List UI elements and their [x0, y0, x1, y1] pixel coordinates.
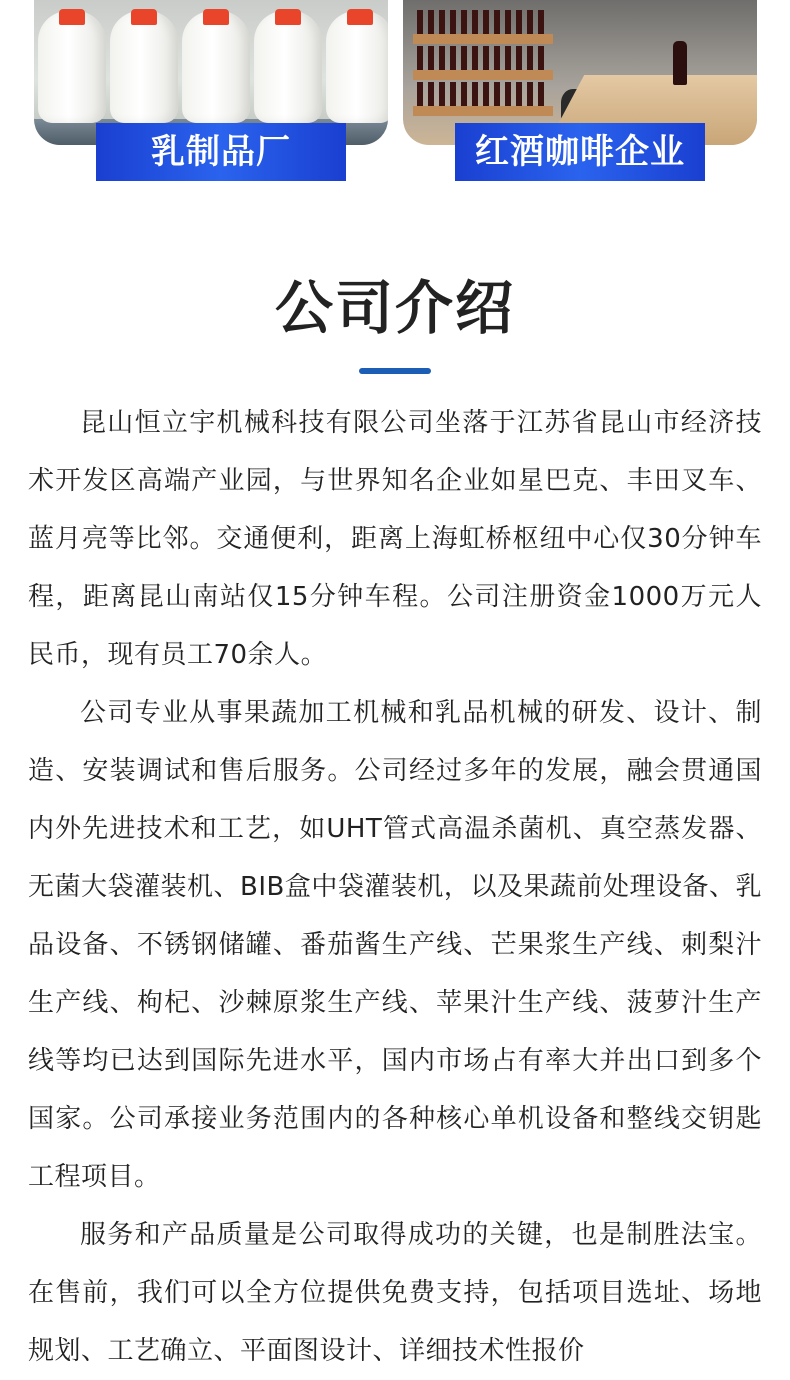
wine-rack-row [417, 10, 549, 34]
intro-paragraph-3: 服务和产品质量是公司取得成功的关键，也是制胜法宝。在售前，我们可以全方位提供免费支持，包括项目选址、场地规划、工艺确立、平面图设计、详细技术性报价 [28, 1220, 762, 1366]
dairy-factory-label: 乳制品厂 [96, 123, 346, 181]
company-intro-body [28, 394, 762, 1380]
intro-paragraph-1: 昆山恒立宇机械科技有限公司坐落于江苏省昆山市经济技术开发区高端产业园，与世界知名企业如星巴克、丰田叉车、蓝月亮等比邻。交通便利，距离上海虹桥枢纽中心仅30分钟车程，距离昆山南站仅15分钟车程。公司注册资金1000万元人民币，现有员工70余人。 [28, 408, 762, 670]
title-underline [359, 368, 431, 374]
milk-bottle [110, 11, 178, 123]
wine-rack-row [417, 46, 549, 70]
milk-bottle [38, 11, 106, 123]
milk-bottle [326, 11, 388, 123]
section-title: 公司介绍 [274, 274, 515, 342]
wine-coffee-label: 红酒咖啡企业 [455, 123, 705, 181]
wine-shelf [413, 34, 553, 44]
milk-bottle [254, 11, 322, 123]
wine-shelf [413, 70, 553, 80]
milk-bottle [182, 11, 250, 123]
wine-shelf [413, 106, 553, 116]
intro-paragraph-2: 公司专业从事果蔬加工机械和乳品机械的研发、设计、制造、安装调试和售后服务。公司经过多年的发展，融会贯通国内外先进技术和工艺，如UHT管式高温杀菌机、真空蒸发器、无菌大袋灌装机、BIB盒中袋灌装机，以及果蔬前处理设备、乳品设备、不锈钢储罐、番茄酱生产线、芒果浆生产线、刺梨汁生产线、枸杞、沙棘原浆生产线、苹果汁生产线、菠萝汁生产线等均已达到国际先进水平，国内市场占有率大并出口到多个国家。公司承接业务范围内的各种核心单机设备和整线交钥匙工程项目。 [28, 698, 762, 1192]
wine-bottle [673, 41, 687, 85]
wine-rack-row [417, 82, 549, 106]
